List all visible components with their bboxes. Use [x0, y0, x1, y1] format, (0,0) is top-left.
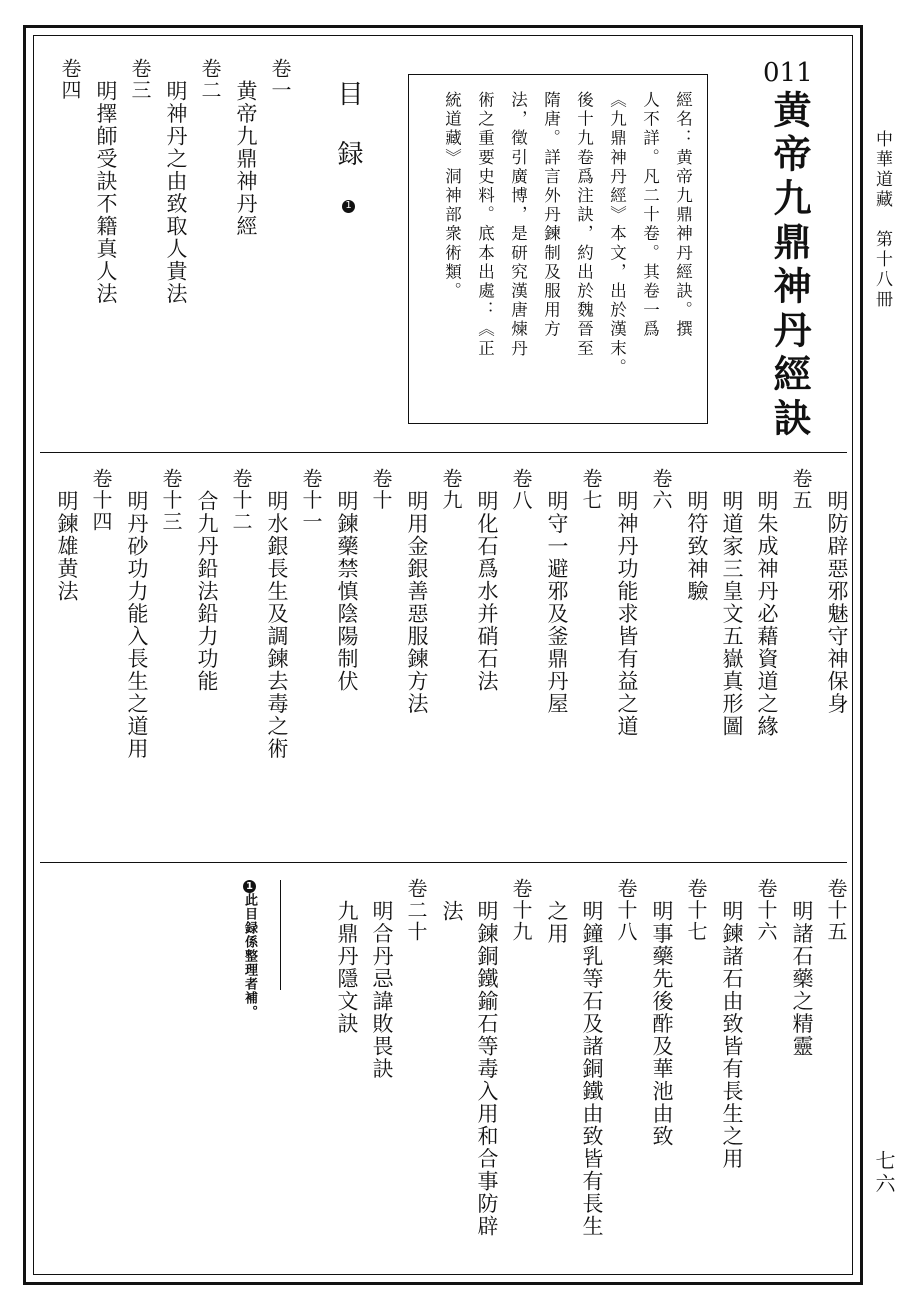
toc-entry: 明丹砂功力能入長生之道用: [125, 490, 149, 760]
footnote: [240, 880, 259, 1019]
work-title: 黄帝九鼎神丹經訣: [767, 90, 811, 442]
toc-entry: 明神丹功能求皆有益之道: [615, 490, 639, 738]
toc-heading-text: 目録: [333, 80, 363, 200]
toc-entry: 明化石爲水并硝石法: [475, 490, 499, 693]
toc-entry: 明鍊諸石由致皆有長生之用: [720, 900, 744, 1170]
toc-volume: 卷十九: [509, 878, 533, 943]
toc-volume: 卷八: [509, 468, 533, 511]
toc-entry: 明守一避邪及釜鼎丹屋: [545, 490, 569, 715]
toc-entry: 明用金銀善惡服鍊方法: [405, 490, 429, 715]
toc-entry: 明符致神驗: [685, 490, 709, 603]
toc-volume: 卷十七: [684, 878, 708, 943]
toc-entry: 明鍊藥禁慎陰陽制伏: [335, 490, 359, 693]
intro-line: 隋唐。詳言外丹鍊制及服用方: [541, 91, 561, 340]
toc-entry: 明道家三皇文五嶽真形圖: [720, 490, 744, 738]
footnote-marker: 1: [343, 200, 354, 245]
toc-volume: 卷十二: [229, 468, 253, 533]
intro-line: 人不詳。凡二十卷。其卷一爲: [640, 91, 660, 340]
toc-entry-continued: 法: [440, 900, 464, 923]
toc-volume: 卷六: [649, 468, 673, 511]
toc-volume: 卷一: [268, 58, 292, 101]
intro-line: 《九鼎神丹經》本文，出於漢末。: [607, 91, 627, 378]
footnote-text: 此目録係整理者補。: [242, 893, 257, 1019]
section-divider-bottom: [40, 862, 847, 863]
toc-entry: 明合丹忌諱敗畏訣: [370, 900, 394, 1080]
footnote-rule: [280, 880, 281, 990]
toc-volume: 卷十四: [89, 468, 113, 533]
toc-entry: 明神丹之由致取人貴法: [164, 80, 188, 305]
running-header: 中華道藏 第十八冊: [872, 130, 892, 310]
toc-entry: 明鍊銅鐵鍮石等毒入用和合事防辟: [475, 900, 499, 1238]
intro-line: 統道藏》洞神部衆術類。: [442, 91, 462, 302]
toc-entry: 明諸石藥之精靈: [790, 900, 814, 1058]
intro-line: 術之重要史料。底本出處：《正: [475, 91, 495, 359]
toc-entry: 明防辟惡邪魅守神保身: [825, 490, 849, 715]
introduction-box: [408, 74, 708, 424]
intro-line: 法，徵引廣博，是研究漢唐煉丹: [508, 91, 528, 359]
toc-entry: 九鼎丹隱文訣: [335, 900, 359, 1035]
toc-volume: 卷十六: [754, 878, 778, 943]
toc-entry: 明事藥先後酢及華池由致: [650, 900, 674, 1148]
toc-volume: 卷三: [128, 58, 152, 101]
footnote-number: 1: [244, 880, 255, 893]
toc-entry: 明擇師受訣不籍真人法: [94, 80, 118, 305]
intro-line: 後十九卷爲注訣，約出於魏晉至: [574, 91, 594, 359]
toc-entry: 明水銀長生及調鍊去毒之術: [265, 490, 289, 760]
toc-entry: 明鍊雄黄法: [55, 490, 79, 603]
toc-volume: 卷十五: [824, 878, 848, 943]
toc-volume: 卷九: [439, 468, 463, 511]
toc-entry: 黄帝九鼎神丹經: [234, 80, 258, 238]
toc-entry: 明鐘乳等石及諸銅鐵由致皆有長生: [580, 900, 604, 1238]
section-divider-top: [40, 452, 847, 453]
toc-volume: 卷十一: [299, 468, 323, 533]
toc-entry: 合九丹鉛法鉛力功能: [195, 490, 219, 693]
toc-volume: 卷十三: [159, 468, 183, 533]
work-number: 011: [763, 58, 813, 88]
toc-entry: 明朱成神丹必藉資道之緣: [755, 490, 779, 738]
toc-volume: 卷十八: [614, 878, 638, 943]
toc-volume: 卷二: [198, 58, 222, 101]
intro-line: 經名：黄帝九鼎神丹經訣。撰: [673, 91, 693, 340]
toc-volume: 卷七: [579, 468, 603, 511]
toc-volume: 卷四: [58, 58, 82, 101]
toc-volume: 卷二十: [404, 878, 428, 943]
toc-volume: 卷五: [789, 468, 813, 511]
page-number: 七六: [872, 1150, 896, 1196]
toc-entry-continued: 之用: [545, 900, 569, 945]
toc-heading: [330, 80, 367, 245]
toc-volume: 卷十: [369, 468, 393, 511]
